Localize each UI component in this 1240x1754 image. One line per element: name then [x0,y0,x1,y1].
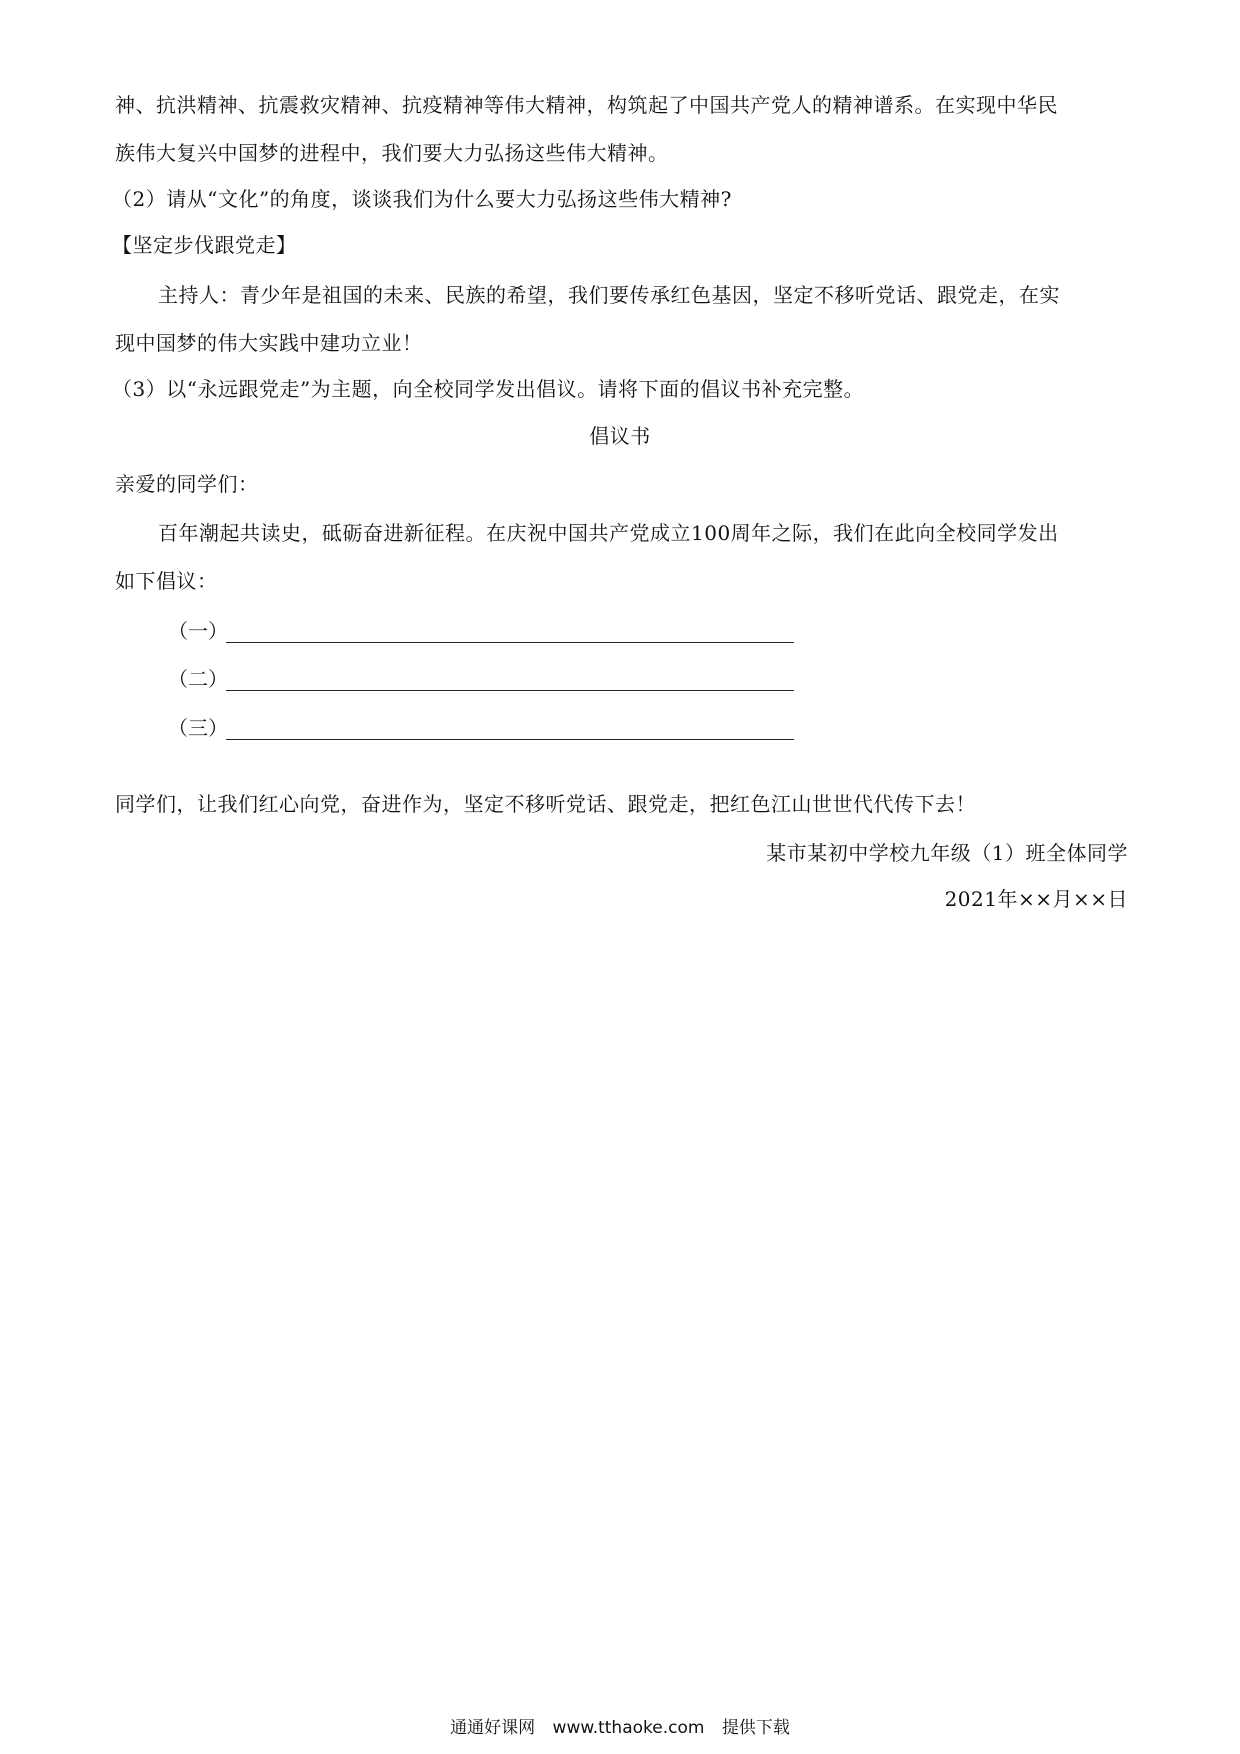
proposal-blank-2 [168,666,228,696]
blank-marker: （一） [168,619,228,643]
paragraph-line: 族伟大复兴中国梦的进程中，我们要大力弘扬这些伟大精神。 [115,141,669,165]
proposal-date: 2021年××月××日 [944,887,1128,911]
footer-suffix: 提供下载 [721,1718,790,1738]
question-3: （3）以“永远跟党走”为主题，向全校同学发出倡议。请将下面的倡议书补充完整。 [112,377,865,401]
footer-url: www.tthaoke.com [552,1718,705,1738]
answer-blank-line [226,690,794,691]
host-speech-line: 主持人：青少年是祖国的未来、民族的希望，我们要传承红色基因，坚定不移听党话、跟党走，在实 [158,283,1060,307]
question-2: （2）请从“文化”的角度，谈谈我们为什么要大力弘扬这些伟大精神? [112,187,732,211]
paragraph-line: 神、抗洪精神、抗震救灾精神、抗疫精神等伟大精神，构筑起了中国共产党人的精神谱系。在实现中华民 [115,93,1058,117]
proposal-body-line: 百年潮起共读史，砥砺奋进新征程。在庆祝中国共产党成立100周年之际，我们在此向全校同学发出 [158,521,1059,545]
answer-blank-line [226,739,794,740]
proposal-greeting: 亲爱的同学们： [115,472,259,496]
host-speech-line: 现中国梦的伟大实践中建功立业！ [115,331,423,355]
footer-site-name: 通通好课网 [450,1718,536,1738]
section-heading: 【坚定步伐跟党走】 [112,233,297,257]
proposal-blank-3 [168,715,228,745]
proposal-signature: 某市某初中学校九年级（1）班全体同学 [766,841,1128,865]
blank-marker: （二） [168,667,228,691]
proposal-title: 倡议书 [589,424,651,448]
proposal-closing: 同学们，让我们红心向党，奋进作为，坚定不移听党话、跟党走，把红色江山世世代代传下去！ [115,792,976,816]
proposal-blank-1 [168,618,228,648]
blank-marker: （三） [168,716,228,740]
page-footer [0,1717,1240,1739]
answer-blank-line [226,642,794,643]
proposal-body-line: 如下倡议： [115,569,218,593]
